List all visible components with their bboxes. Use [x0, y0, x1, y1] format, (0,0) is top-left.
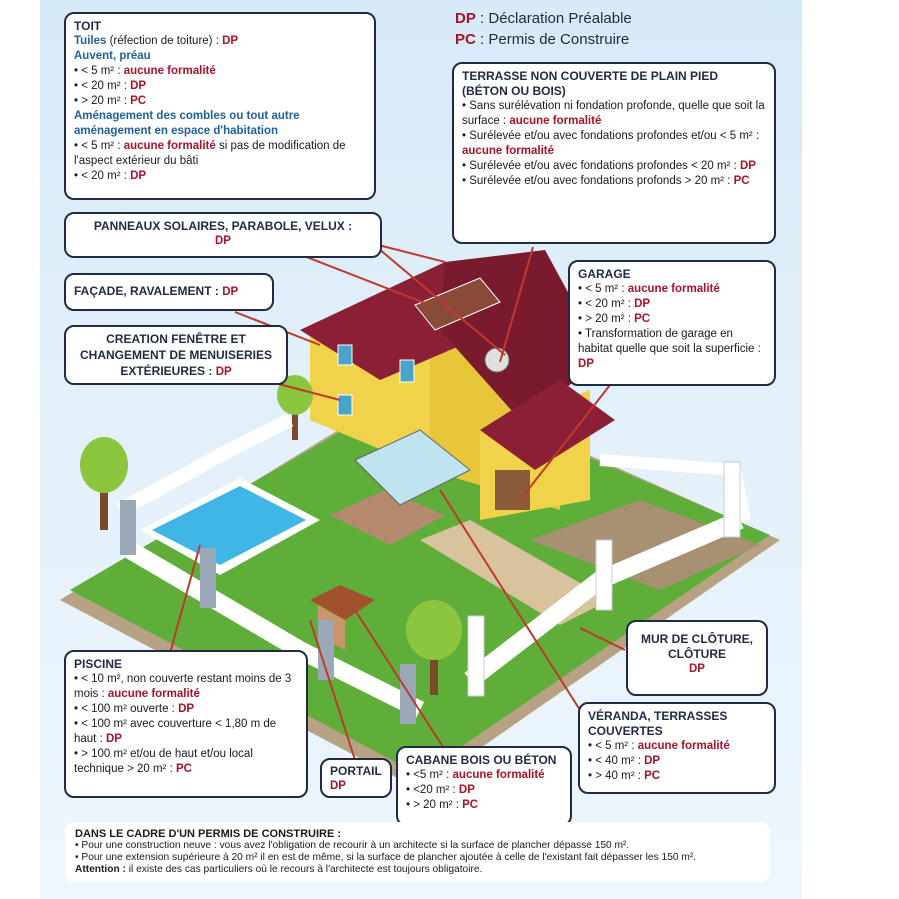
mur-title: MUR DE CLÔTURE, CLÔTURE — [641, 632, 753, 661]
toit-combles-bullet: • < 20 m² : — [74, 170, 131, 182]
piscine-item-value: PC — [175, 763, 192, 775]
fence-pillar-2 — [200, 548, 216, 608]
window-1 — [338, 345, 352, 365]
cabane-box — [396, 746, 572, 826]
legend-dp: DP : Déclaration Préalable — [455, 10, 632, 27]
terrasse-item-value: aucune formalité — [462, 145, 555, 157]
toit-auvent-value: aucune formalité — [123, 65, 216, 77]
veranda-item-text: • < 40 m² : — [588, 755, 645, 767]
terrasse-item — [462, 159, 766, 174]
cabane-item — [406, 783, 562, 798]
legend-pc-full: Permis de Construire — [488, 31, 630, 48]
notes-line1: • Pour une construction neuve : vous avez l'obligation de recourir à un architecte si la surface de plancher dépasse 150 m². — [75, 840, 630, 851]
garage-item — [578, 312, 766, 327]
toit-auvent-bullet: • > 20 m² : — [74, 95, 131, 107]
notes-box — [65, 822, 770, 882]
legend-pc: PC : Permis de Construire — [455, 31, 630, 48]
garage-title: GARAGE — [578, 267, 631, 281]
toit-combles-item1 — [74, 139, 366, 169]
fence-pillar-7 — [724, 462, 740, 537]
terrasse-item — [462, 129, 766, 159]
terrasse-item-value: DP — [739, 160, 756, 172]
fenetre-title: CREATION FENÊTRE ET CHANGEMENT DE MENUISERIES EXTÉRIEURES : — [79, 332, 273, 378]
garage-item — [578, 327, 766, 372]
piscine-item — [74, 717, 298, 747]
panneaux-title: PANNEAUX SOLAIRES, PARABOLE, VELUX : — [93, 219, 353, 233]
terrasse-item-text: • Surélevée et/ou avec fondations profondes < 20 m² : — [462, 160, 740, 172]
toit-combles-bullet: • < 5 m² : — [74, 140, 124, 152]
cabane-item — [406, 798, 562, 813]
toit-combles-rest: si pas de modification de l'aspect extérieur du bâti — [74, 140, 346, 167]
garage-item — [578, 282, 766, 297]
veranda-item-value: PC — [644, 770, 661, 782]
facade-value: DP — [222, 286, 239, 298]
panneaux-box — [64, 212, 382, 258]
notes-heading: DANS LE CADRE D'UN PERMIS DE CONSTRUIRE : — [75, 828, 342, 840]
veranda-item-text: • < 5 m² : — [588, 740, 638, 752]
toit-box — [64, 12, 376, 200]
cabane-item-text: • > 20 m² : — [406, 799, 463, 811]
terrasse-title: TERRASSE NON COUVERTE DE PLAIN PIED (BÉTON OU BOIS) — [462, 69, 719, 98]
terrasse-box — [452, 62, 776, 244]
terrasse-item — [462, 174, 766, 189]
facade-title: FAÇADE, RAVALEMENT : — [74, 284, 223, 298]
toit-combles-value: DP — [130, 170, 147, 182]
toit-auvent-item — [74, 64, 366, 79]
cabane-item-value: PC — [462, 799, 479, 811]
fence-pillar-6 — [596, 540, 612, 610]
tree-left — [80, 437, 128, 493]
veranda-item-text: • > 40 m² : — [588, 770, 645, 782]
satellite-dish — [485, 348, 509, 372]
veranda-item — [588, 754, 766, 769]
veranda-item-value: DP — [644, 755, 661, 767]
garage-item-text: • Transformation de garage en habitat quelle que soit la superficie : — [578, 328, 761, 355]
window-3 — [400, 360, 414, 382]
terrasse-item-value: PC — [733, 175, 750, 187]
mur-box — [626, 620, 768, 696]
toit-auvent-bullet: • < 20 m² : — [74, 80, 131, 92]
terrasse-item-text: • Sans surélévation ni fondation profonde, quelle que soit la surface : — [462, 100, 765, 127]
fence-pillar-5 — [468, 616, 484, 696]
piscine-item-text: • < 100 m² avec couverture < 1,80 m de haut : — [74, 718, 277, 745]
piscine-item-text: • < 100 m² ouverte : — [74, 703, 179, 715]
notes-attention-text: il existe des cas particuliers où le recours à l'architecte est toujours obligatoire. — [125, 864, 483, 875]
tree-trunk-left — [100, 490, 108, 530]
terrasse-item-text: • Surélevée et/ou avec fondations profondes et/ou < 5 m² : — [462, 130, 760, 142]
piscine-title: PISCINE — [74, 657, 123, 671]
notes-attention — [75, 864, 760, 876]
piscine-item-text: • < 10 m², non couverte restant moins de 3 mois : — [74, 673, 292, 700]
garage-box — [568, 260, 776, 386]
toit-combles-item2 — [74, 169, 366, 184]
toit-combles-value: aucune formalité — [123, 140, 216, 152]
portail-title: PORTAIL — [330, 764, 382, 778]
toit-auvent-value: DP — [130, 80, 147, 92]
garage-item-text: • < 20 m² : — [578, 298, 635, 310]
toit-tuiles-label: Tuiles — [74, 35, 107, 47]
fenetre-box — [64, 325, 288, 385]
fenetre-value: DP — [215, 366, 232, 378]
terrasse-item — [462, 99, 766, 129]
toit-title: TOIT — [74, 19, 102, 33]
veranda-item — [588, 739, 766, 754]
portail-value: DP — [330, 780, 346, 792]
garage-item-text: • > 20 m² : — [578, 313, 635, 325]
veranda-title: VÉRANDA, TERRASSES COUVERTES — [588, 709, 728, 738]
legend-dp-abbr: DP — [455, 10, 476, 27]
toit-auvent-value: PC — [130, 95, 147, 107]
garage-item-value: DP — [578, 358, 594, 370]
portail-box — [320, 758, 392, 798]
notes-line2: • Pour une extension supérieure à 20 m² il en est de même, si la surface de plancher ajoutée à celle de l'existant fait dépasser les 150 m². — [75, 852, 697, 863]
cabane-item-text: • <20 m² : — [406, 784, 459, 796]
toit-tuiles — [74, 34, 366, 49]
veranda-item-value: aucune formalité — [637, 740, 730, 752]
piscine-item-value: DP — [178, 703, 195, 715]
cabane-item-text: • <5 m² : — [406, 769, 453, 781]
cabane-item-value: DP — [458, 784, 475, 796]
legend-pc-abbr: PC — [455, 31, 476, 48]
piscine-item-value: aucune formalité — [107, 688, 200, 700]
piscine-item — [74, 702, 298, 717]
window-2 — [338, 395, 352, 415]
piscine-item-text: • > 100 m² et/ou de haut et/ou local technique > 20 m² : — [74, 748, 253, 775]
veranda-box — [578, 702, 776, 794]
terrasse-item-value: aucune formalité — [509, 115, 602, 127]
garage-item-value: aucune formalité — [627, 283, 720, 295]
cabane-title: CABANE BOIS OU BÉTON — [406, 753, 557, 767]
piscine-box — [64, 650, 308, 798]
veranda-item — [588, 769, 766, 784]
garage-door — [495, 470, 530, 510]
toit-auvent-item — [74, 79, 366, 94]
cabane-item — [406, 768, 562, 783]
toit-combles-title: Aménagement des combles ou tout autre aménagement en espace d'habitation — [74, 110, 300, 137]
tree-front — [406, 600, 462, 660]
garage-item-value: PC — [634, 313, 651, 325]
cabane-item-value: aucune formalité — [452, 769, 545, 781]
legend-dp-full: Déclaration Préalable — [488, 10, 632, 27]
legend — [455, 8, 632, 50]
garage-item-value: DP — [634, 298, 651, 310]
panneaux-value: DP — [215, 235, 231, 247]
piscine-item — [74, 672, 298, 702]
piscine-item — [74, 747, 298, 777]
toit-auvent-item — [74, 94, 366, 109]
toit-auvent-title: Auvent, préau — [74, 50, 151, 62]
facade-box — [64, 273, 274, 311]
toit-auvent-bullet: • < 5 m² : — [74, 65, 124, 77]
terrasse-item-text: • Surélevée et/ou avec fondations profonds > 20 m² : — [462, 175, 734, 187]
toit-tuiles-value: DP — [222, 35, 239, 47]
piscine-item-value: DP — [105, 733, 122, 745]
notes-attention-label: Attention : — [75, 864, 126, 875]
fence-pillar-1 — [120, 500, 136, 555]
garage-item-text: • < 5 m² : — [578, 283, 628, 295]
toit-tuiles-text: (réfection de toiture) : — [106, 35, 223, 47]
garage-item — [578, 297, 766, 312]
mur-value: DP — [689, 663, 705, 675]
